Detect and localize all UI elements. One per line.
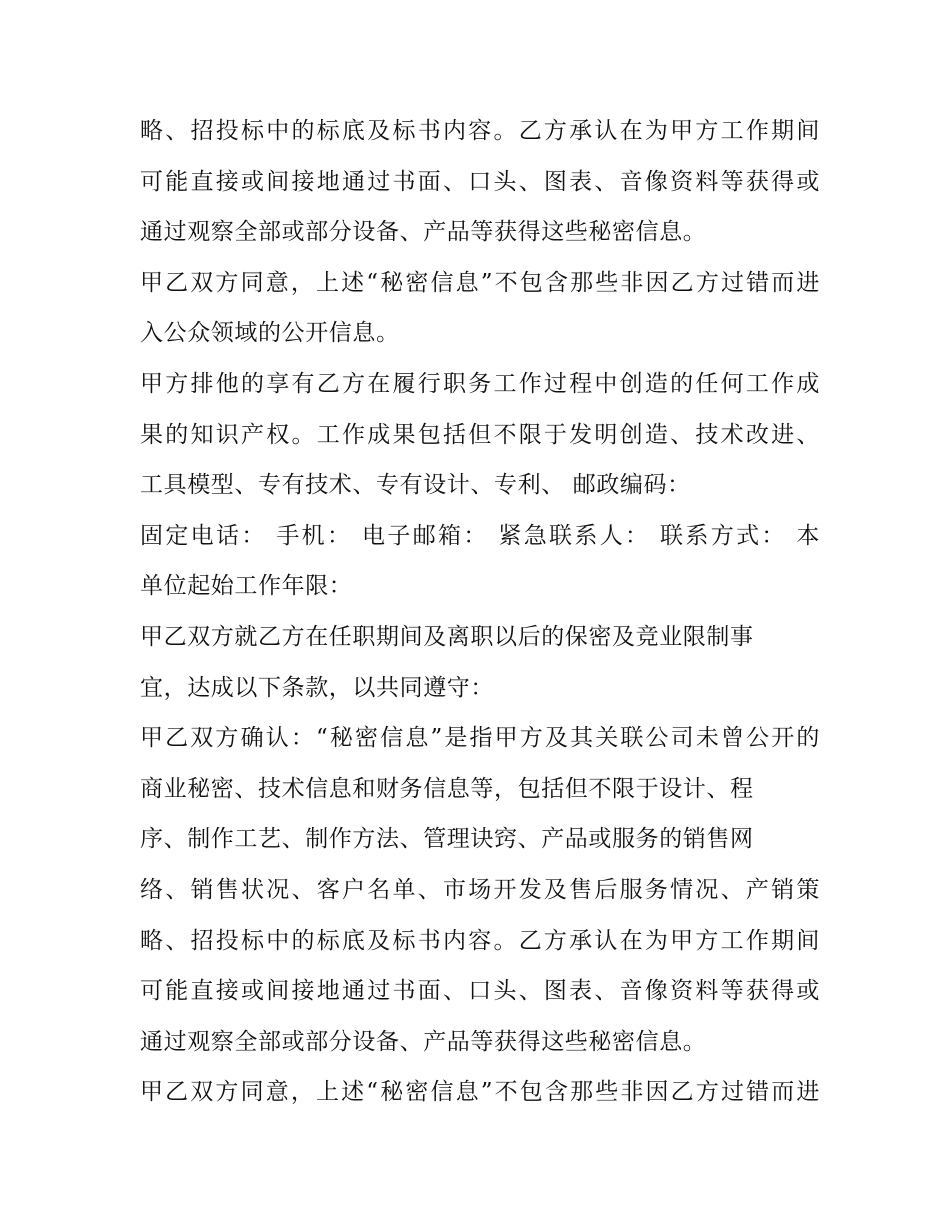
text-line: 甲乙双方就乙方在任职期间及离职以后的保密及竞业限制事	[140, 623, 754, 650]
text-line: 果的知识产权。工作成果包括但不限于发明创造、技术改进、	[140, 421, 820, 448]
text-line: 甲乙双方同意，上述“秘密信息”不包含那些非因乙方过错而进	[140, 269, 820, 296]
text-line: 工具模型、专有技术、专有设计、专利、 邮政编码：	[140, 472, 691, 499]
text-line: 可能直接或间接地通过书面、口头、图表、音像资料等获得或	[140, 978, 820, 1005]
text-line: 序、制作工艺、制作方法、管理诀窍、产品或服务的销售网	[140, 826, 754, 853]
text-line: 固定电话： 手机： 电子邮箱： 紧急联系人： 联系方式： 本	[140, 522, 820, 549]
text-line: 商业秘密、技术信息和财务信息等，包括但不限于设计、程	[140, 775, 754, 802]
document-body	[140, 106, 820, 1118]
text-line: 入公众领域的公开信息。	[140, 320, 400, 347]
text-line: 宜，达成以下条款，以共同遵守：	[140, 674, 494, 701]
text-line: 单位起始工作年限：	[140, 573, 353, 600]
text-line: 甲乙双方确认：“秘密信息”是指甲方及其关联公司未曾公开的	[140, 725, 820, 752]
text-line: 略、招投标中的标底及标书内容。乙方承认在为甲方工作期间	[140, 927, 820, 954]
text-line: 络、销售状况、客户名单、市场开发及售后服务情况、产销策	[140, 876, 820, 903]
text-line: 通过观察全部或部分设备、产品等获得这些秘密信息。	[140, 1028, 707, 1055]
text-line: 略、招投标中的标底及标书内容。乙方承认在为甲方工作期间	[140, 118, 820, 144]
text-line: 甲乙双方同意，上述“秘密信息”不包含那些非因乙方过错而进	[140, 1079, 820, 1106]
text-line: 可能直接或间接地通过书面、口头、图表、音像资料等获得或	[140, 168, 820, 195]
text-line: 通过观察全部或部分设备、产品等获得这些秘密信息。	[140, 219, 707, 246]
text-line: 甲方排他的享有乙方在履行职务工作过程中创造的任何工作成	[140, 370, 820, 397]
